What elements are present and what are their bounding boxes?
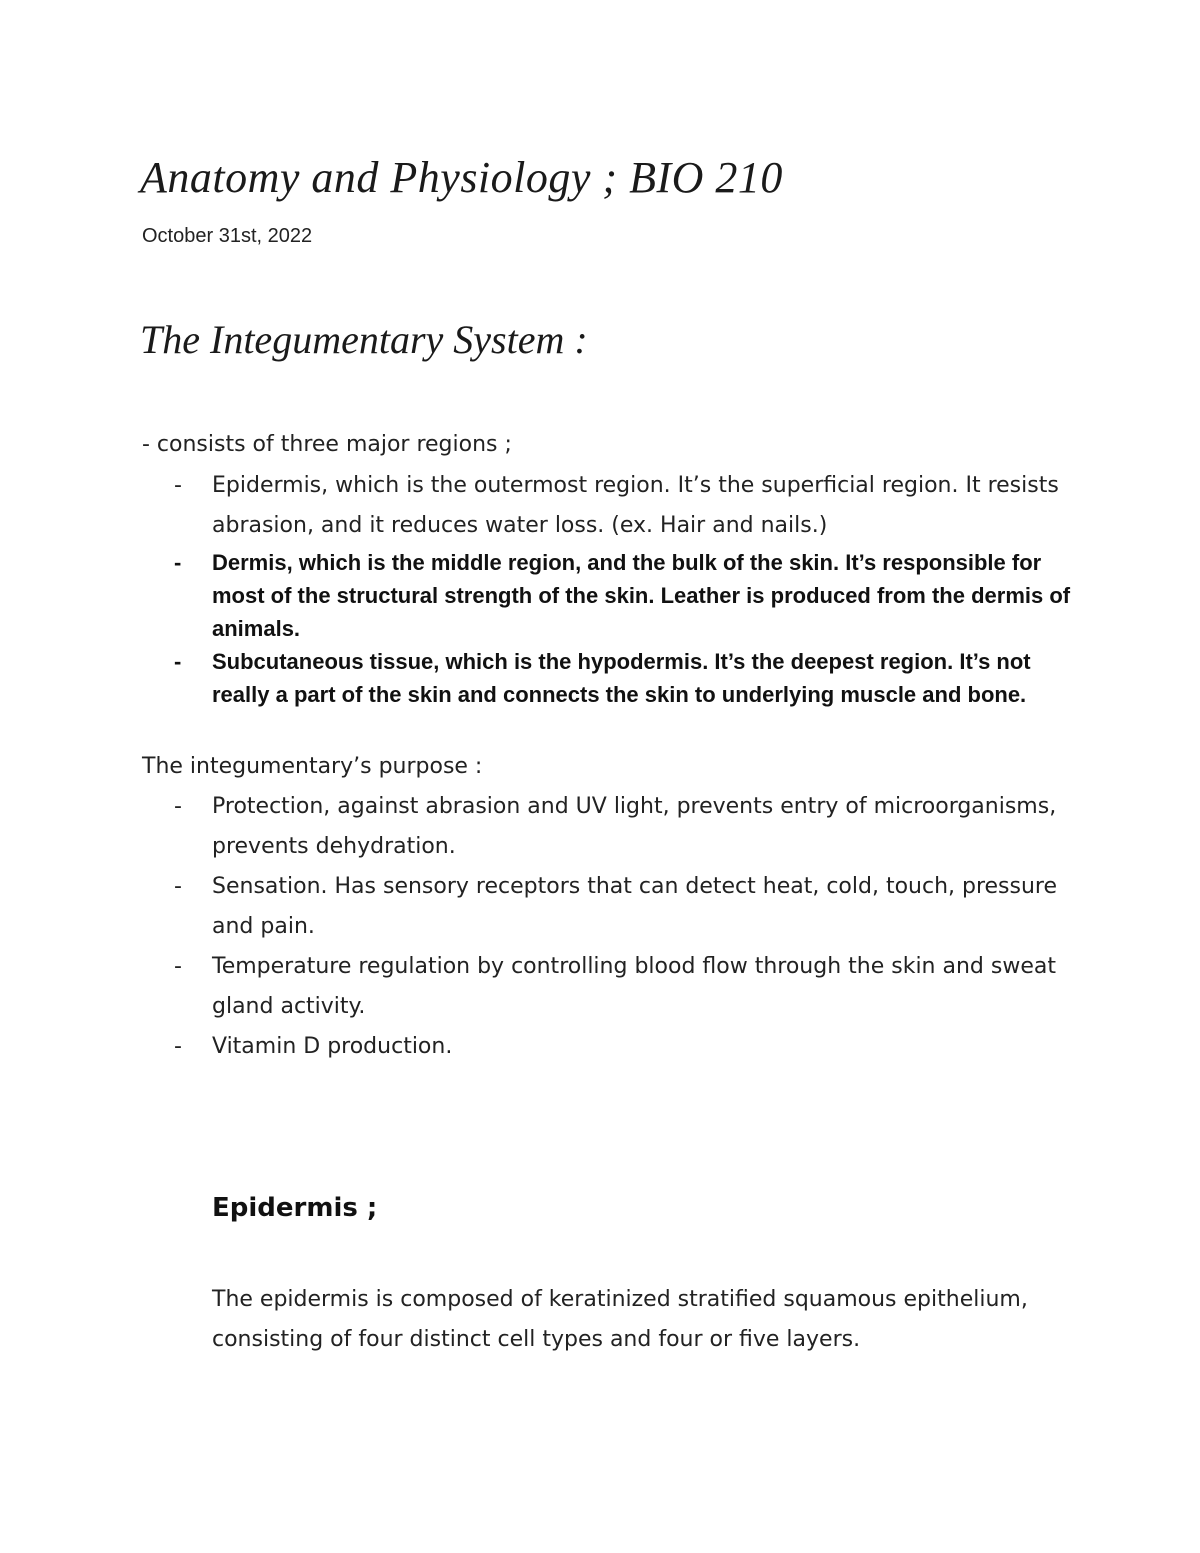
purpose-text: Protection, against abrasion and UV light, prevents entry of microorganisms, prevents dehydration.: [212, 794, 1057, 859]
epidermis-heading: Epidermis ;: [212, 1193, 378, 1223]
purpose-item: [0, 947, 1082, 1027]
bullet-dash: -: [174, 954, 182, 979]
bullet-dash: -: [174, 649, 182, 674]
bullet-dash: -: [174, 473, 182, 498]
region-text: Dermis, which is the middle region, and the bulk of the skin. It’s responsible for most of the structural strength of the skin. Leather is produced from the dermis of animals.: [212, 550, 1071, 641]
purpose-heading: The integumentary’s purpose :: [142, 754, 483, 779]
regions-intro: - consists of three major regions ;: [142, 432, 512, 457]
bullet-dash: -: [174, 550, 182, 575]
region-text: Epidermis, which is the outermost region. It’s the superficial region. It resists abrasion, and it reduces water loss. (ex. Hair and nails.): [212, 473, 1059, 538]
region-item-epidermis: [0, 466, 1082, 546]
purpose-item: [0, 867, 1082, 947]
document-title: Anatomy and Physiology ; BIO 210: [140, 153, 783, 202]
purpose-list: [0, 787, 1200, 1067]
document-date: October 31st, 2022: [142, 225, 313, 247]
purpose-item: [0, 787, 1082, 867]
purpose-item: [0, 1027, 1082, 1067]
region-item-dermis: [0, 546, 1082, 645]
purpose-text: Temperature regulation by controlling blood flow through the skin and sweat gland activity.: [212, 954, 1056, 1019]
region-text: Subcutaneous tissue, which is the hypodermis. It’s the deepest region. It’s not really a part of the skin and connects the skin to underlying muscle and bone.: [212, 649, 1031, 707]
bullet-dash: -: [174, 874, 182, 899]
section-title: The Integumentary System :: [140, 317, 588, 362]
bullet-dash: -: [174, 794, 182, 819]
bullet-dash: -: [174, 1034, 182, 1059]
regions-list: [0, 466, 1200, 711]
purpose-text: Sensation. Has sensory receptors that can detect heat, cold, touch, pressure and pain.: [212, 874, 1058, 939]
epidermis-paragraph: The epidermis is composed of keratinized stratified squamous epithelium, consisting of four distinct cell types and four or five layers.: [212, 1287, 1028, 1352]
region-item-subcutaneous: [0, 645, 1082, 711]
purpose-text: Vitamin D production.: [212, 1034, 453, 1059]
